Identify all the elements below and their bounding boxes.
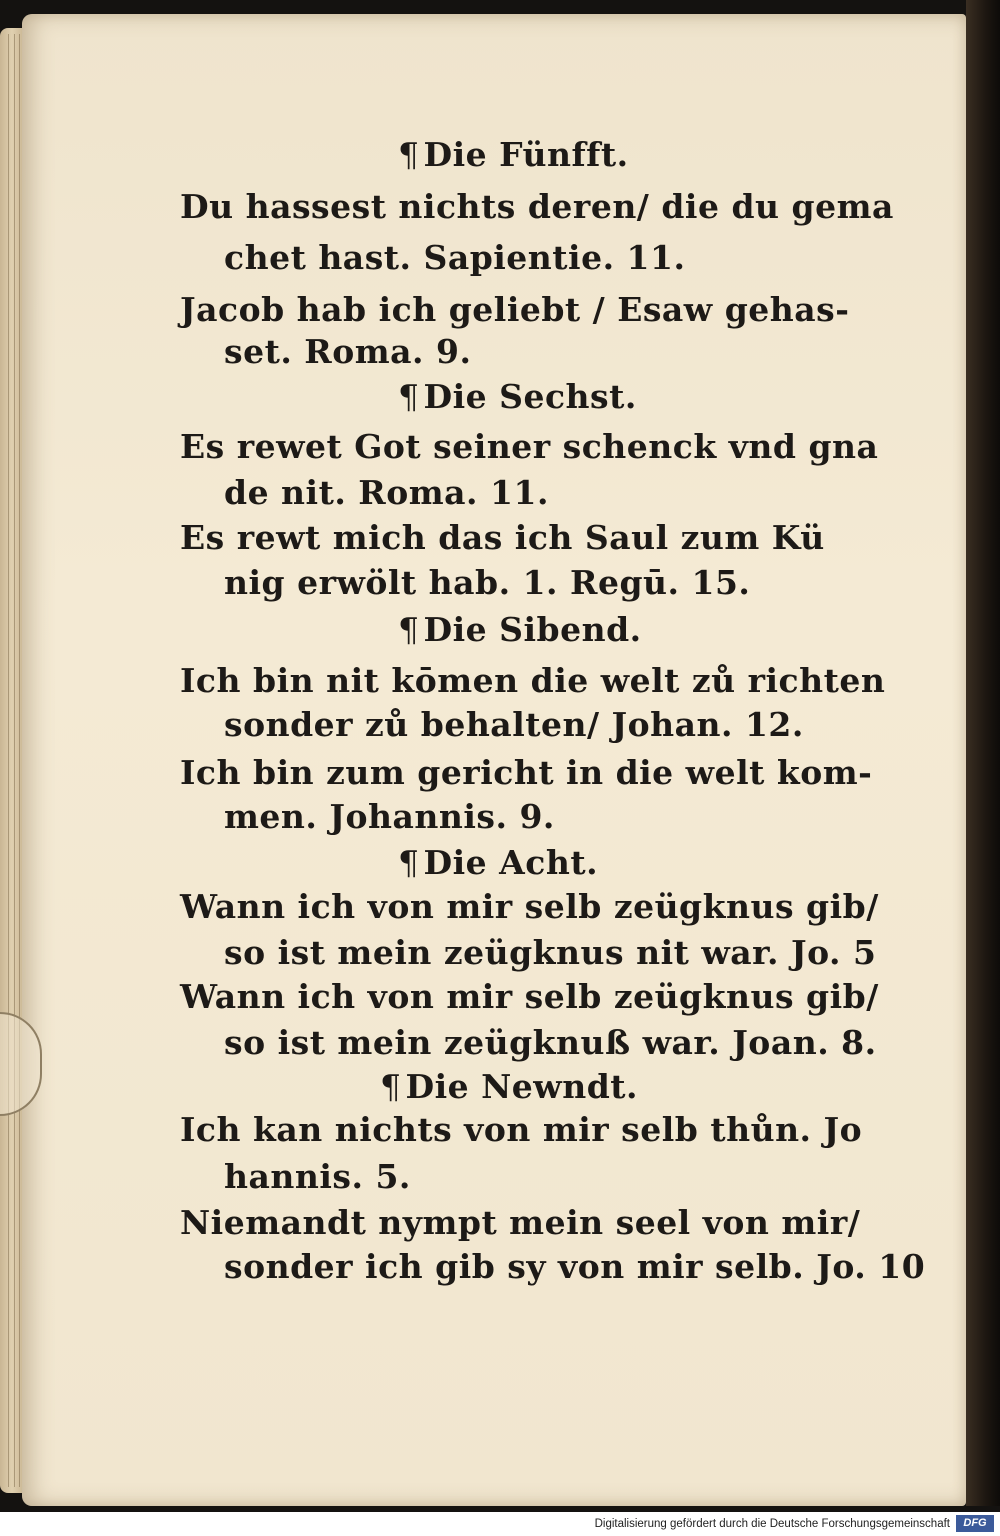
verse-line: de nit. Roma. 11.	[224, 473, 549, 512]
verse-line: hannis. 5.	[224, 1157, 411, 1196]
verse-line: chet hast. Sapientie. 11.	[224, 238, 686, 277]
heading-newndt: ¶ Die Newndt.	[380, 1067, 639, 1106]
verse-line: so ist mein zeügknuß war. Joan. 8.	[224, 1023, 877, 1062]
heading-sibend: ¶ Die Sibend.	[398, 610, 642, 649]
book-gutter	[966, 0, 1000, 1506]
pilcrow-icon: ¶	[398, 610, 420, 649]
digitization-credit: Digitalisierung gefördert durch die Deutsche Forschungsgemeinschaft	[594, 1518, 950, 1530]
verse-line: Jacob hab ich geliebt / Esaw gehas-	[180, 290, 850, 329]
verse-line: Ich kan nichts von mir selb thůn. Jo	[180, 1110, 863, 1149]
verse-line: so ist mein zeügknus nit war. Jo. 5	[224, 933, 877, 972]
verse-line: men. Johannis. 9.	[224, 797, 555, 836]
heading-sechst: ¶ Die Sechst.	[398, 377, 637, 416]
pilcrow-icon: ¶	[398, 135, 420, 174]
verse-line: nig erwölt hab. 1. Regū. 15.	[224, 563, 751, 602]
heading-fuenfft: ¶ Die Fünfft.	[398, 135, 629, 174]
pilcrow-icon: ¶	[398, 377, 420, 416]
verse-line: Wann ich von mir selb zeügknus gib/	[180, 977, 879, 1016]
verse-line: set. Roma. 9.	[224, 332, 472, 371]
verse-line: Wann ich von mir selb zeügknus gib/	[180, 887, 879, 926]
heading-acht: ¶ Die Acht.	[398, 843, 599, 882]
verse-line: sonder zů behalten/ Johan. 12.	[224, 705, 804, 744]
verse-line: Du hassest nichts deren/ die du gema	[180, 187, 894, 226]
verse-line: Ich bin zum gericht in die welt kom-	[180, 753, 873, 792]
verse-line: Es rewet Got seiner schenck vnd gna	[180, 427, 879, 466]
verse-line: Niemandt nympt mein seel von mir/	[180, 1203, 861, 1242]
dfg-logo: DFG	[956, 1515, 994, 1532]
pilcrow-icon: ¶	[380, 1067, 402, 1106]
verse-line: Es rewt mich das ich Saul zum Kü	[180, 518, 825, 557]
verse-line: Ich bin nit kōmen die welt zů richten	[180, 661, 886, 700]
verse-line: sonder ich gib sy von mir selb. Jo. 10	[224, 1247, 926, 1286]
pilcrow-icon: ¶	[398, 843, 420, 882]
